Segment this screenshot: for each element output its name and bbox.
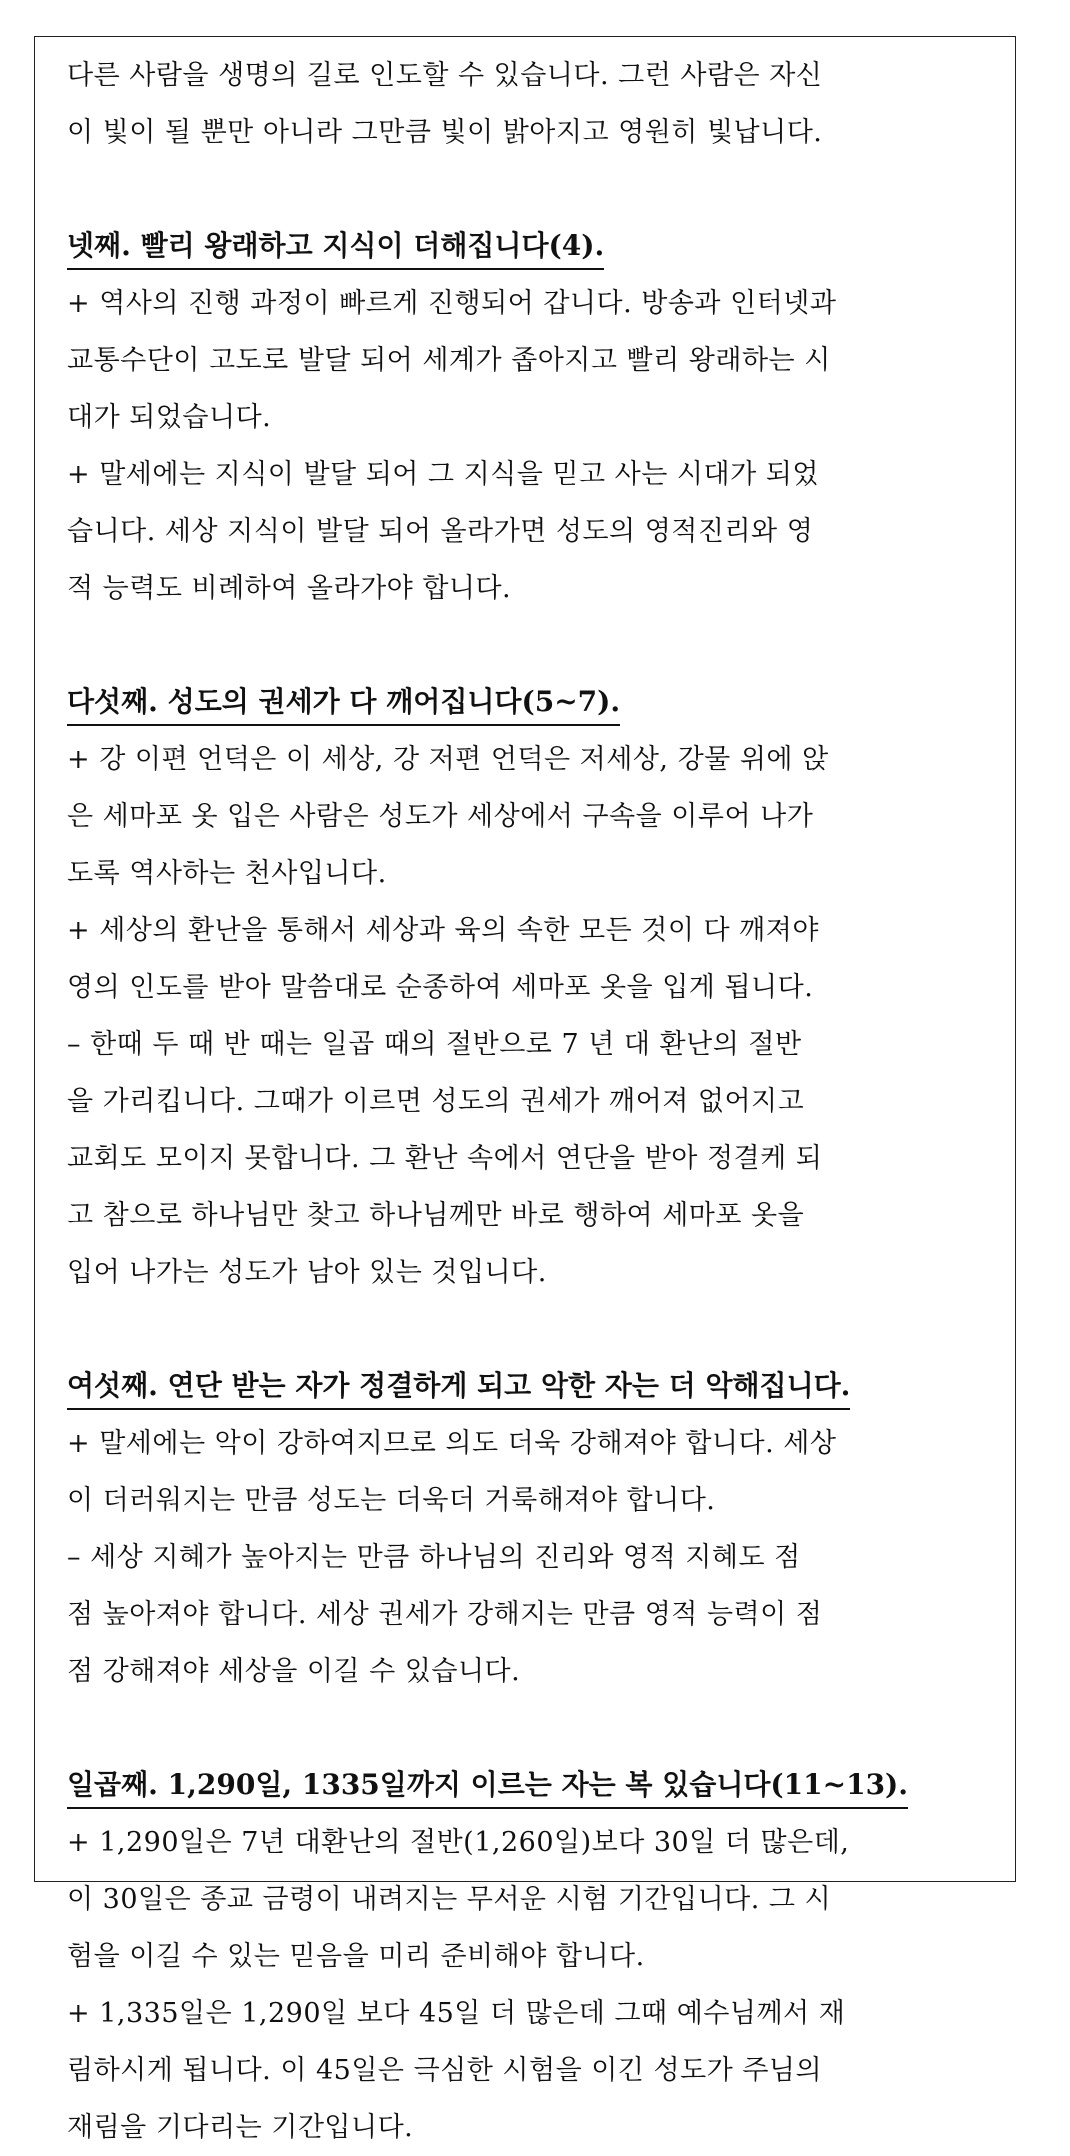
text-line: 습니다. 세상 지식이 발달 되어 올라가면 성도의 영적진리와 영 [67,516,814,547]
text-line: 이 빛이 될 뿐만 아니라 그만큼 빛이 밝아지고 영원히 빛납니다. [67,117,823,148]
text-line: + 강 이편 언덕은 이 세상, 강 저편 언덕은 저세상, 강물 위에 앉 [67,744,829,775]
text-line: 대가 되었습니다. [67,402,272,433]
text-line: 이 더러워지는 만큼 성도는 더욱더 거룩해져야 합니다. [67,1485,716,1516]
text-line: – 한때 두 때 반 때는 일곱 때의 절반으로 7 년 대 환난의 절반 [67,1029,802,1060]
section-heading: 다섯째. 성도의 권세가 다 깨어집니다(5~7). [67,680,620,726]
section-gap [67,161,985,218]
text-line: + 역사의 진행 과정이 빠르게 진행되어 갑니다. 방송과 인터넷과 [67,288,837,319]
text-line: + 1,335일은 1,290일 보다 45일 더 많은데 그때 예수님께서 재 [67,1998,846,2029]
text-line: 점 강해져야 세상을 이길 수 있습니다. [67,1656,521,1687]
section-heading-row [67,218,985,275]
section-gap [67,1700,985,1757]
section-heading-row [67,1757,985,1814]
text-line: – 세상 지혜가 높아지는 만큼 하나님의 진리와 영적 지혜도 점 [67,1542,801,1573]
text-line: 입어 나가는 성도가 남아 있는 것입니다. [67,1257,547,1288]
text-line: 영의 인도를 받아 말씀대로 순종하여 세마포 옷을 입게 됩니다. [67,972,814,1003]
text-line: 점 높아져야 합니다. 세상 권세가 강해지는 만큼 영적 능력이 점 [67,1599,823,1630]
text-line: 다른 사람을 생명의 길로 인도할 수 있습니다. 그런 사람은 자신 [67,60,823,91]
section-gap [67,1301,985,1358]
text-line: 림하시게 됩니다. 이 45일은 극심한 시험을 이긴 성도가 주님의 [67,2055,823,2086]
text-line: + 말세에는 지식이 발달 되어 그 지식을 믿고 사는 시대가 되었 [67,459,819,490]
section-gap [67,617,985,674]
text-line: 고 참으로 하나님만 찾고 하나님께만 바로 행하여 세마포 옷을 [67,1200,805,1231]
text-line: 도록 역사하는 천사입니다. [67,858,387,889]
section-heading: 여섯째. 연단 받는 자가 정결하게 되고 악한 자는 더 악해집니다. [67,1364,850,1410]
text-line: 을 가리킵니다. 그때가 이르면 성도의 권세가 깨어져 없어지고 [67,1086,805,1117]
text-line: 이 30일은 종교 금령이 내려지는 무서운 시험 기간입니다. 그 시 [67,1884,832,1915]
text-line: + 말세에는 악이 강하여지므로 의도 더욱 강해져야 합니다. 세상 [67,1428,837,1459]
section-heading-row [67,1358,985,1415]
text-line: 적 능력도 비례하여 올라가야 합니다. [67,573,512,604]
text-line: + 1,290일은 7년 대환난의 절반(1,260일)보다 30일 더 많은데, [67,1827,850,1858]
text-line: 은 세마포 옷 입은 사람은 성도가 세상에서 구속을 이루어 나가 [67,801,814,832]
text-line: 교통수단이 고도로 발달 되어 세계가 좁아지고 빨리 왕래하는 시 [67,345,831,376]
text-line: 재림을 기다리는 기간입니다. [67,2112,414,2143]
page-frame [34,36,1016,2143]
section-heading: 일곱째. 1,290일, 1335일까지 이르는 자는 복 있습니다(11~13). [67,1763,908,1809]
text-line: 교회도 모이지 못합니다. 그 환난 속에서 연단을 받아 정결케 되 [67,1143,823,1174]
section-heading: 넷째. 빨리 왕래하고 지식이 더해집니다(4). [67,224,604,270]
text-line: 험을 이길 수 있는 믿음을 미리 준비해야 합니다. [67,1941,645,1972]
document-body [67,47,985,2156]
text-line: + 세상의 환난을 통해서 세상과 육의 속한 모든 것이 다 깨져야 [67,915,819,946]
section-heading-row [67,674,985,731]
